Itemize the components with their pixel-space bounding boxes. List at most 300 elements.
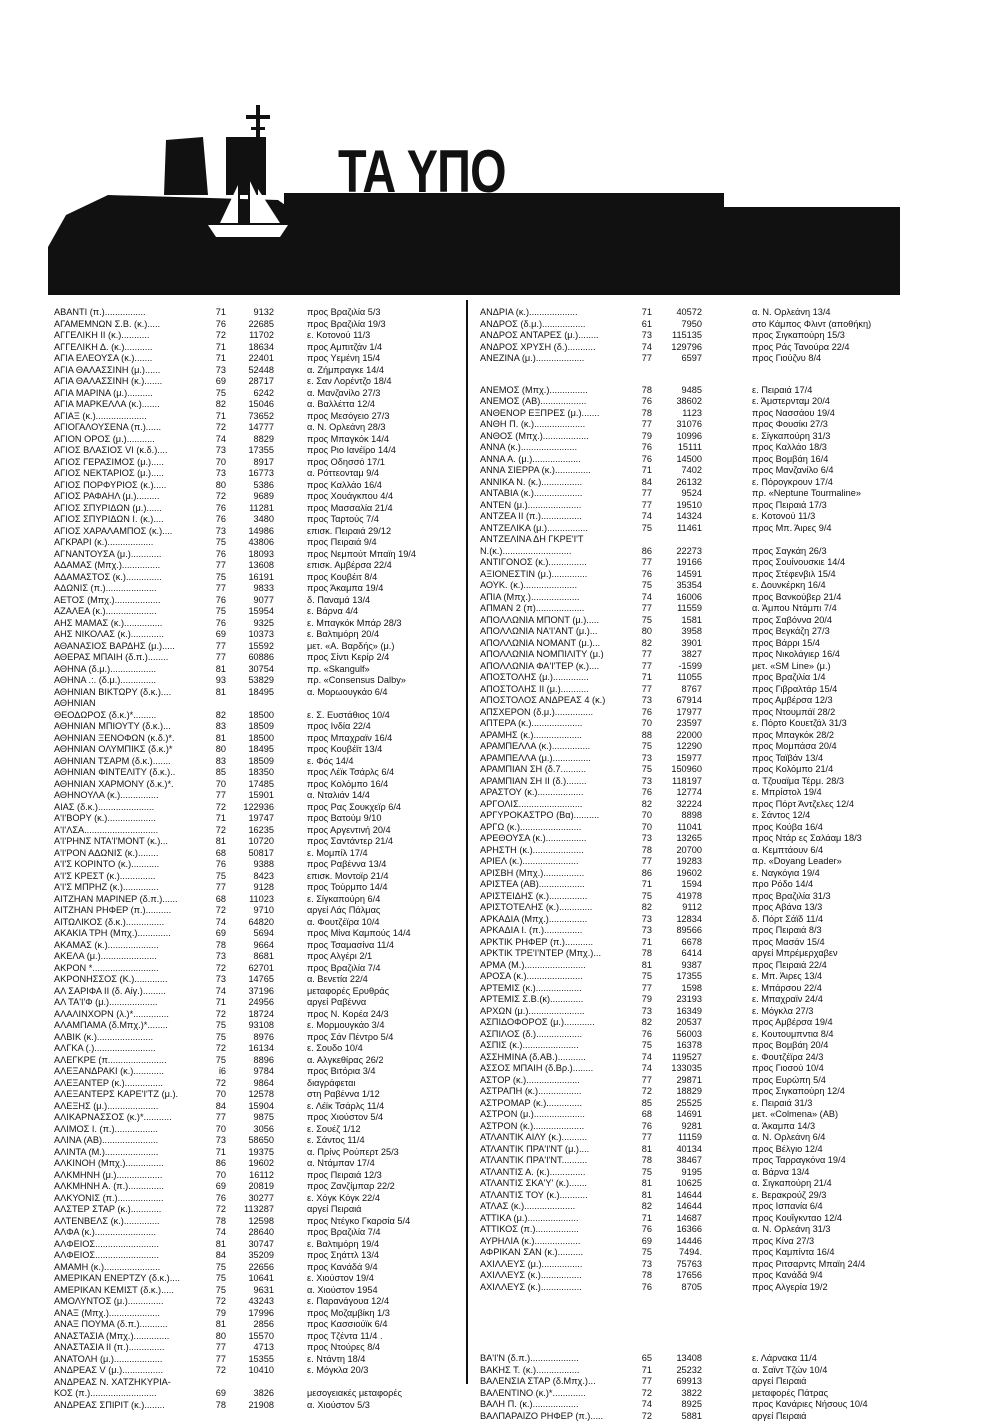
tonnage: 6678 <box>652 937 702 949</box>
ship-entry-row <box>54 1135 464 1147</box>
build-year: 71 <box>632 307 652 319</box>
ship-name: ΑΝΘΟΣ (Μπχ.).................. <box>480 431 630 443</box>
ship-status: προς Κουβέϊτ 13/4 <box>307 744 465 756</box>
ship-status: προς Μπαγκόκ 14/4 <box>307 434 465 446</box>
ship-name: ΒΑΛΗ Π. (κ.).................. <box>480 1399 630 1411</box>
build-year: 74 <box>632 511 652 523</box>
ship-entry-row <box>480 741 900 753</box>
ship-entry-row <box>480 1098 900 1110</box>
ship-name: ΑΣΤΡΟΜΑΡ (κ.).............. <box>480 1098 630 1110</box>
ship-entry-row <box>480 799 900 811</box>
tonnage: 8898 <box>652 810 702 822</box>
ship-entry-row <box>480 1155 900 1167</box>
ship-status: μεταφορές Ερυθράς <box>307 986 465 998</box>
ship-status: πρ. «Skangulf» <box>307 664 465 676</box>
build-year: 75 <box>206 871 226 883</box>
tonnage: 10720 <box>226 836 274 848</box>
ship-name: ΑΦΡΙΚΑΝ ΣΑΝ (κ.).......... <box>480 1247 630 1259</box>
tonnage: 23597 <box>652 718 702 730</box>
ship-status: προς Χιούστον 5/4 <box>307 1112 465 1124</box>
ship-entry-row <box>480 557 900 569</box>
ship-entry-row <box>480 1247 900 1259</box>
ship-name: ΑΤΤΙΚΑ (μ.).................... <box>480 1213 630 1225</box>
ship-status: ε. Σάντος 11/4 <box>307 1135 465 1147</box>
ship-name: ΑΘΗΝΙΑΝ ΜΠΙΟΥΤΥ (δ.κ.)... <box>54 721 206 733</box>
ship-entry-row <box>480 1006 900 1018</box>
ship-name: ΑΝΤΖΕΑ ΙΙ (π.)................ <box>480 511 630 523</box>
build-year: 78 <box>632 1155 652 1167</box>
build-year: 73 <box>632 914 652 926</box>
ship-name: ΑΡΙΣΒΗ (Μπχ.)................ <box>480 868 630 880</box>
build-year: 71 <box>206 307 226 319</box>
ship-status: προς Ταρραγκόνα 19/4 <box>752 1155 900 1167</box>
ship-status: προς Ισπανία 6/4 <box>752 1201 900 1213</box>
ship-name: ΑΙΤΖΗΑΝ ΜΑΡΙΝΕΡ (δ.π.)...... <box>54 894 206 906</box>
ship-entry-row <box>54 848 464 860</box>
ship-name: ΑΠΟΣΤΟΛΗΣ ΙΙ (μ.)........... <box>480 684 630 696</box>
ship-entry-row <box>480 1178 900 1190</box>
ship-name: ΑΡΑΜΠΙΑΝ ΣΗ (δ.7.......... <box>480 764 630 776</box>
tonnage: 9195 <box>652 1167 702 1179</box>
ship-status: προ Ρόδο 14/4 <box>752 879 900 891</box>
build-year: 73 <box>632 695 652 707</box>
build-year: 70 <box>632 822 652 834</box>
ship-status: προς Πειραιά 17/3 <box>752 500 900 512</box>
ship-entry-row <box>54 779 464 791</box>
ship-entry-row <box>480 810 900 822</box>
tonnage: 53829 <box>226 675 274 687</box>
ship-name: ΑΡΓΩ (κ.)........................ <box>480 822 630 834</box>
ship-name: ΑΛΚΜΗΝΗ Α. (π.).............. <box>54 1181 206 1193</box>
build-year: 81 <box>206 1239 226 1251</box>
ship-entry-row <box>54 687 464 699</box>
build-year: 77 <box>206 882 226 894</box>
build-year: 76 <box>206 319 226 331</box>
ship-status: προς Ινδία 22/4 <box>307 721 465 733</box>
ship-name: ΑΘΕΡΑΣ ΜΠΑΙΗ (δ.π.)........ <box>54 652 206 664</box>
ship-status: μετ. «SM Line» (μ.) <box>752 661 900 673</box>
ship-entry-row <box>54 353 464 365</box>
ship-entry-row <box>480 1411 900 1422</box>
build-year: 75 <box>632 971 652 983</box>
ship-status: ε. Σουέζ 1/12 <box>307 1124 465 1136</box>
ship-name: ΑΚΑΜΑΣ (κ.).................... <box>54 940 206 952</box>
tonnage: 17485 <box>226 779 274 791</box>
build-year: 71 <box>206 1147 226 1159</box>
ship-name: ΑΓΑΜΕΜΝΩΝ Σ.Β. (κ.)..... <box>54 319 206 331</box>
ship-status: προς Αλγέρι 2/1 <box>307 951 465 963</box>
ship-name: ΑΘΑΝΑΣΙΟΣ ΒΑΡΔΗΣ (μ.)..... <box>54 641 206 653</box>
build-year: 73 <box>632 833 652 845</box>
tonnage: 16378 <box>652 1040 702 1052</box>
right-column <box>480 307 900 1422</box>
build-year: 84 <box>632 477 652 489</box>
ship-status: προς Γιούζνυ 8/4 <box>752 353 900 365</box>
tonnage: 20819 <box>226 1181 274 1193</box>
tonnage: 62701 <box>226 963 274 975</box>
build-year: 77 <box>632 488 652 500</box>
ship-entry-row <box>480 718 900 730</box>
ship-entry-row <box>54 1089 464 1101</box>
build-year: 93 <box>206 675 226 687</box>
build-year: 74 <box>632 1399 652 1411</box>
ship-status: α. Ν. Ορλεάνη 31/3 <box>752 1224 900 1236</box>
ship-status: ε. Κοτονού 11/3 <box>752 511 900 523</box>
ship-status: α. Χιούστον 5/3 <box>307 1400 465 1412</box>
build-year: 71 <box>206 813 226 825</box>
ship-entry-row <box>480 511 900 523</box>
build-year: 78 <box>206 1216 226 1228</box>
ship-status: προς Αργεντινή 20/4 <box>307 825 465 837</box>
ship-entry-row <box>480 1190 900 1202</box>
ship-status: προς Τσαμασίνα 11/4 <box>307 940 465 952</box>
ship-name: ΑΡΙΕΛ (κ.)...................... <box>480 856 630 868</box>
ship-entry-row <box>54 790 464 802</box>
ship-name: ΑΛΚΙΝΟΗ (Μπχ.)............... <box>54 1158 206 1170</box>
build-year: 76 <box>206 549 226 561</box>
ship-status: ε. Χόγκ Κόγκ 22/4 <box>307 1193 465 1205</box>
ship-name: ΑΜΑΜΗ (κ.)...................... <box>54 1262 206 1274</box>
ship-name: ΑΛΚΜΗΝΗ (μ.).................. <box>54 1170 206 1182</box>
build-year: 77 <box>206 1112 226 1124</box>
ship-entry-row <box>54 710 464 722</box>
ship-name: ΑΤΛΑΣ (κ.).................... <box>480 1201 630 1213</box>
ship-name: ΑΡΙΣΤΕΑ (ΑΒ).................. <box>480 879 630 891</box>
build-year: 81 <box>632 960 652 972</box>
ship-name: ΑΝΑΣΤΑΣΙΑ ΙΙ (π.).............. <box>54 1342 206 1354</box>
build-year: 75 <box>206 1032 226 1044</box>
ship-name: ΑΡΤΕΜΙΣ Σ.Β.(κ)............. <box>480 994 630 1006</box>
build-year: 69 <box>206 1388 226 1400</box>
build-year: 70 <box>632 718 652 730</box>
ship-status: προς Ταρτούς 7/4 <box>307 514 465 526</box>
build-year: 75 <box>206 537 226 549</box>
tonnage: 12774 <box>652 787 702 799</box>
build-year: 75 <box>206 1055 226 1067</box>
build-year: 78 <box>206 1400 226 1412</box>
ship-status: προς Ζανζίμπαρ 22/2 <box>307 1181 465 1193</box>
ship-entry-row <box>480 1213 900 1225</box>
tonnage: -1599 <box>652 661 702 673</box>
build-year: 72 <box>206 963 226 975</box>
build-year: 72 <box>206 1296 226 1308</box>
tonnage: 43806 <box>226 537 274 549</box>
ship-name: ΑΕΤΟΣ (Μπχ.).................. <box>54 595 206 607</box>
tonnage: 22685 <box>226 319 274 331</box>
ship-entry-row <box>480 603 900 615</box>
ship-name: ΑΣΤΡΟΝ (κ.).................... <box>480 1121 630 1133</box>
tonnage: 133035 <box>652 1063 702 1075</box>
tonnage: 73652 <box>226 411 274 423</box>
ship-status: προς Βανκούβερ 21/4 <box>752 592 900 604</box>
ship-status: προς Ριο Ιανέϊρο 14/4 <box>307 445 465 457</box>
tonnage: 9864 <box>226 1078 274 1090</box>
ship-status: ε. Σάντος 12/4 <box>752 810 900 822</box>
ship-entry-row <box>480 330 900 342</box>
tonnage: 18500 <box>226 710 274 722</box>
build-year: 80 <box>206 1331 226 1343</box>
tonnage: 15046 <box>226 399 274 411</box>
ship-status: προς Μοζαμβίκη 1/3 <box>307 1308 465 1320</box>
ship-status: προς Αμβέρσα 19/4 <box>752 1017 900 1029</box>
ship-entry-row <box>480 1132 900 1144</box>
tonnage: 22656 <box>226 1262 274 1274</box>
ship-entry-row <box>54 1112 464 1124</box>
tonnage: 3480 <box>226 514 274 526</box>
ship-name: ΑΘΗΝΙΑΝ <box>54 698 206 710</box>
ship-entry-row <box>480 1259 900 1271</box>
tonnage: 5386 <box>226 480 274 492</box>
build-year: 76 <box>632 787 652 799</box>
build-year: 77 <box>206 560 226 572</box>
ship-name: ΑΡΑΜΠΕΛΛΑ (μ.)............... <box>480 753 630 765</box>
tonnage: 25232 <box>652 1365 702 1377</box>
ship-status: αργεί Πειραιά <box>752 1376 900 1388</box>
ship-status: ε. Λέϊκ Τσάρλς 11/4 <box>307 1101 465 1113</box>
ship-entry-row <box>480 948 900 960</box>
ship-name: ΑΡΕΘΟΥΣΑ (κ.)................ <box>480 833 630 845</box>
tonnage: 13265 <box>652 833 702 845</box>
tonnage: 5881 <box>652 1411 702 1422</box>
ship-status: α. Ν. Ορλεάνη 13/4 <box>752 307 900 319</box>
ship-name: ΑΘΗΝΙΑΝ ΦΙΝΤΕΛΙΤΥ (δ.κ.).. <box>54 767 206 779</box>
ship-status: α. Μανζανίλο 27/3 <box>307 388 465 400</box>
build-year: 61 <box>632 319 652 331</box>
ship-name: ΑΣΠΙΔΟΦΟΡΟΣ (μ.)............ <box>480 1017 630 1029</box>
ship-entry-row <box>54 1319 464 1331</box>
ship-entry-row <box>54 1250 464 1262</box>
tonnage: 3822 <box>652 1388 702 1400</box>
ship-entry-row <box>480 1040 900 1052</box>
ship-name: ΑΠΟΣΤΟΛΗΣ (μ.).............. <box>480 672 630 684</box>
ship-name: ΑΛΓΚΑ (.)........................ <box>54 1043 206 1055</box>
ship-name: ΑΡΚΤΙΚ ΡΗΦΕΡ (π.)........... <box>480 937 630 949</box>
build-year: 72 <box>632 1388 652 1400</box>
tonnage: 14986 <box>226 526 274 538</box>
ship-status: μετ. «Colmena» (ΑΒ) <box>752 1109 900 1121</box>
ship-status: ε. Μόγκλα 27/3 <box>752 1006 900 1018</box>
ship-entry-row <box>54 744 464 756</box>
ship-status: α. Χιούστον 1954 <box>307 1285 465 1297</box>
ship-entry-row <box>54 1009 464 1021</box>
build-year: 73 <box>206 974 226 986</box>
ship-entry-row <box>54 836 464 848</box>
ship-status: προς Μίνα Καμπούς 14/4 <box>307 928 465 940</box>
build-year: 73 <box>206 1135 226 1147</box>
ship-entry-row <box>54 629 464 641</box>
ship-entry-row <box>480 971 900 983</box>
ship-entry-row <box>480 638 900 650</box>
ship-entry-row <box>480 1236 900 1248</box>
ship-status: ε. Κοτονού 11/3 <box>307 330 465 342</box>
ship-name: ΑΝΕΜΟΣ (ΑΒ).................. <box>480 396 630 408</box>
ship-status: προς Κολόμπο 21/4 <box>752 764 900 776</box>
ship-entry-row <box>54 1377 464 1389</box>
ship-status: προς Αλγερία 19/2 <box>752 1282 900 1294</box>
ship-name: ΑΠΟΛΛΩΝΙΑ ΝΟΜΑΝΤ (μ.)... <box>480 638 630 650</box>
tonnage: 8767 <box>652 684 702 696</box>
ship-status: δ. Παναμά 13/4 <box>307 595 465 607</box>
build-year: 81 <box>206 687 226 699</box>
ship-name: ΑΓΓΕΛΙΚΗ Δ. (κ.)........... <box>54 342 206 354</box>
tonnage: 58650 <box>226 1135 274 1147</box>
ship-entry-row <box>54 1296 464 1308</box>
ship-status: προς Ταϊβάν 13/4 <box>752 753 900 765</box>
ship-entry-row <box>54 560 464 572</box>
ship-entry-row <box>54 882 464 894</box>
ship-entry-row <box>480 419 900 431</box>
ship-status: προς Νασσάου 19/4 <box>752 408 900 420</box>
build-year: 72 <box>632 1086 652 1098</box>
ship-entry-row <box>480 1063 900 1075</box>
ship-name: ΑΡΑΣΤΟΥ (κ.).................. <box>480 787 630 799</box>
tonnage: 69913 <box>652 1376 702 1388</box>
ship-entry-row <box>480 1282 900 1294</box>
ship-status: α. Βενετία 22/4 <box>307 974 465 986</box>
build-year: 77 <box>632 603 652 615</box>
ship-status: προς Λέϊκ Τσάρλς 6/4 <box>307 767 465 779</box>
tonnage: 89566 <box>652 925 702 937</box>
ship-name: ΑΘΗΝΟΥΛΑ (κ.)............... <box>54 790 206 802</box>
ship-entry-row <box>54 388 464 400</box>
tonnage: 24956 <box>226 997 274 1009</box>
ship-status: ε. Χιούστον 19/4 <box>307 1273 465 1285</box>
tonnage: 9524 <box>652 488 702 500</box>
ship-name: ΑΝΤΑΒΙΑ (κ.)................... <box>480 488 630 500</box>
ship-entry-row <box>54 905 464 917</box>
build-year: 79 <box>206 1308 226 1320</box>
tonnage: 40572 <box>652 307 702 319</box>
build-year: 73 <box>206 951 226 963</box>
ship-entry-row <box>480 937 900 949</box>
ship-entry-row <box>480 1399 900 1411</box>
tonnage: 15904 <box>226 1101 274 1113</box>
tonnage: 2856 <box>226 1319 274 1331</box>
tonnage: 11041 <box>652 822 702 834</box>
tonnage: 9664 <box>226 940 274 952</box>
build-year: 77 <box>206 1354 226 1366</box>
ship-name: ΑΘΗΝΙΑΝ ΟΛΥΜΠΙΚΣ (δ.κ.)* <box>54 744 206 756</box>
ship-entry-row <box>54 767 464 779</box>
ship-entry-row <box>54 652 464 664</box>
ship-name: ΑΔΑΜΑΣ (Μπχ.)............... <box>54 560 206 572</box>
tonnage: 50817 <box>226 848 274 860</box>
ship-name: ΑΡΤΕΜΙΣ (κ.).................. <box>480 983 630 995</box>
ship-name: ΑΛΑΜΠΑΜΑ (δ.Μπχ.)*........ <box>54 1020 206 1032</box>
ship-status: προς Σαβόννα 20/4 <box>752 615 900 627</box>
ship-entry-row <box>54 986 464 998</box>
title-line-1: ΤΑ ΥΠΟ <box>338 137 506 206</box>
tonnage: 18634 <box>226 342 274 354</box>
tonnage: 29871 <box>652 1075 702 1087</box>
ship-entry-row <box>480 431 900 443</box>
ship-name: ΑΓΚΡΑΡΙ (κ.).................. <box>54 537 206 549</box>
build-year: 75 <box>632 1040 652 1052</box>
build-year: 75 <box>206 1273 226 1285</box>
ship-entry-row <box>480 1017 900 1029</box>
ship-name: ΑΣΣΗΜΙΝΑ (δ.ΑΒ.)........... <box>480 1052 630 1064</box>
ship-name: ΑΛΒΙΚ (κ.)...................... <box>54 1032 206 1044</box>
build-year: 80 <box>206 480 226 492</box>
tonnage: 115135 <box>652 330 702 342</box>
build-year: 77 <box>206 1342 226 1354</box>
ship-status: προς Αμπιτζάν 1/4 <box>307 342 465 354</box>
tonnage: 12290 <box>652 741 702 753</box>
ship-name: ΑΛΣΤΕΡ ΣΤΑΡ (κ.)............ <box>54 1204 206 1216</box>
tonnage: 6242 <box>226 388 274 400</box>
ship-entry-row <box>54 618 464 630</box>
tonnage: 93108 <box>226 1020 274 1032</box>
ship-name: ΑΡΚΑΔΙΑ Ι. (π.)............... <box>480 925 630 937</box>
ship-name: ΑΗΣ ΜΑΜΑΣ (κ.)............... <box>54 618 206 630</box>
ship-name: ΑΧΙΛΛΕΥΣ (κ.)................ <box>480 1282 630 1294</box>
ship-name: Α'Ι'ΡΗΝΣ ΝΤΑ'Ι'ΜΟΝΤ (κ.)... <box>54 836 206 848</box>
tonnage: 14691 <box>652 1109 702 1121</box>
ship-entry-row <box>480 891 900 903</box>
ship-entry-row <box>54 480 464 492</box>
tonnage: 5694 <box>226 928 274 940</box>
tonnage: 18093 <box>226 549 274 561</box>
tonnage: 17977 <box>652 707 702 719</box>
ship-status: προς Μπαχραϊν 16/4 <box>307 733 465 745</box>
tonnage: 8896 <box>226 1055 274 1067</box>
build-year: 76 <box>632 1121 652 1133</box>
ship-entry-row <box>54 698 464 710</box>
build-year: 76 <box>632 1224 652 1236</box>
build-year: 78 <box>632 408 652 420</box>
ship-status: προς Ντάρ ες Σαλάαμ 18/3 <box>752 833 900 845</box>
ship-status: προς Κανάριες Νήσους 10/4 <box>752 1399 900 1411</box>
ship-status: προς Ευρώπη 5/4 <box>752 1075 900 1087</box>
ship-name: ΑΛΕΞΑΝΤΕΡ (κ.)............... <box>54 1078 206 1090</box>
tonnage: 9784 <box>226 1066 274 1078</box>
ship-status: προς Άκαμπα 19/4 <box>307 583 465 595</box>
ship-name: ΑΛΦΕΙΟΣ......................... <box>54 1239 206 1251</box>
build-year: 78 <box>632 385 652 397</box>
ship-entry-row <box>54 1101 464 1113</box>
ship-name: ΑΧΙΛΛΕΥΣ (κ.)................ <box>480 1270 630 1282</box>
build-year: 82 <box>206 399 226 411</box>
ship-status: προς Σαντάντερ 21/4 <box>307 836 465 848</box>
tonnage: 8705 <box>652 1282 702 1294</box>
ship-name: ΑΝΑΞ ΠΟΥΜΑ (δ.π.)........... <box>54 1319 206 1331</box>
ship-name: Α'Ι'Σ ΚΡΕΣΤ (κ.).............. <box>54 871 206 883</box>
build-year: 71 <box>632 937 652 949</box>
ship-status: προς Πειραιά 9/4 <box>307 537 465 549</box>
build-year: 77 <box>206 790 226 802</box>
build-year: 75 <box>206 1285 226 1297</box>
build-year: 68 <box>632 1109 652 1121</box>
ship-entry-row <box>54 1388 464 1400</box>
tonnage: 16191 <box>226 572 274 584</box>
build-year: 79 <box>632 431 652 443</box>
ship-status: προς Σιγκαπούρη 12/4 <box>752 1086 900 1098</box>
ship-status: προς Κολόμπο 16/4 <box>307 779 465 791</box>
build-year: 71 <box>632 672 652 684</box>
ship-name: ΑΞΙΟΝΕΣΤΙΝ (μ.).............. <box>480 569 630 581</box>
ship-name: ΑΝΘΗ Π. (κ.).................... <box>480 419 630 431</box>
tonnage: 10641 <box>226 1273 274 1285</box>
build-year: 76 <box>632 1029 652 1041</box>
tonnage: 60886 <box>226 652 274 664</box>
ship-name: ΑΝΔΡΙΑ (κ.)................... <box>480 307 630 319</box>
ship-name: ΑΝΤΖΕΛΙΚΑ (μ.)................ <box>480 523 630 535</box>
ship-status: α. Βάρνα 13/4 <box>752 1167 900 1179</box>
ship-entry-row <box>54 974 464 986</box>
ship-status: α. Ρόττεονταμ 9/4 <box>307 468 465 480</box>
ship-status: προς Βραζιλία 31/3 <box>752 891 900 903</box>
ship-name: ΑΠΟΛΛΩΝΙΑ ΜΠΟΝΤ (μ.)..... <box>480 615 630 627</box>
